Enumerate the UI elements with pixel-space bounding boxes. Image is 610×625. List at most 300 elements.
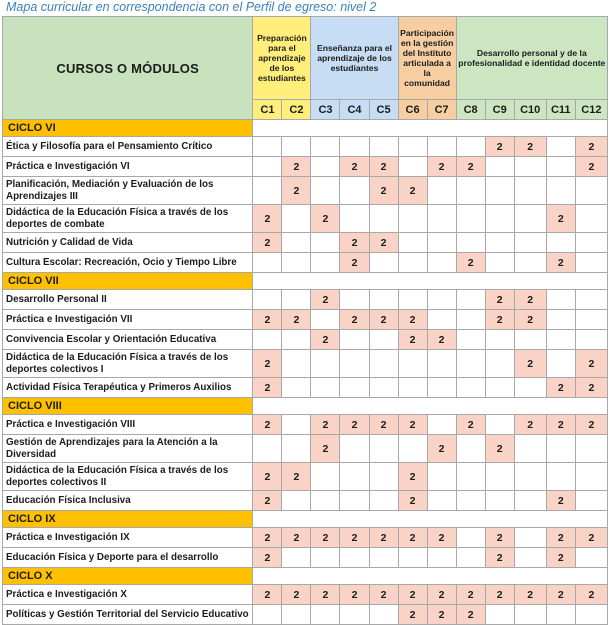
level-cell-c3: 2 (311, 330, 340, 350)
level-cell-c9 (485, 233, 514, 253)
level-cell-c2: 2 (282, 177, 311, 205)
level-cell-c5 (369, 548, 398, 568)
course-row (3, 233, 608, 253)
level-cell-c8: 2 (456, 415, 485, 435)
level-cell-c5: 2 (369, 177, 398, 205)
level-cell-c4 (340, 137, 369, 157)
level-cell-c12 (575, 491, 607, 511)
level-cell-c8 (456, 177, 485, 205)
level-cell-c8: 2 (456, 253, 485, 273)
level-cell-c6: 2 (398, 415, 427, 435)
level-cell-c2 (282, 415, 311, 435)
level-cell-c7 (427, 463, 456, 491)
cycle-label: CICLO VIII (3, 398, 253, 415)
level-cell-c2 (282, 491, 311, 511)
level-cell-c6 (398, 253, 427, 273)
level-cell-c2 (282, 350, 311, 378)
level-cell-c7 (427, 233, 456, 253)
level-cell-c8 (456, 435, 485, 463)
level-cell-c2 (282, 330, 311, 350)
level-cell-c9 (485, 463, 514, 491)
level-cell-c6: 2 (398, 463, 427, 491)
level-cell-c3: 2 (311, 290, 340, 310)
cycle-fill (253, 511, 608, 528)
level-cell-c12 (575, 330, 607, 350)
level-cell-c3 (311, 137, 340, 157)
level-cell-c1: 2 (253, 378, 282, 398)
level-cell-c7 (427, 253, 456, 273)
competency-code-c8: C8 (456, 100, 485, 120)
level-cell-c5 (369, 253, 398, 273)
competency-code-c2: C2 (282, 100, 311, 120)
level-cell-c7: 2 (427, 585, 456, 605)
page-title: Mapa curricular en correspondencia con el Perfil de egreso: nivel 2 (6, 0, 377, 14)
level-cell-c6 (398, 205, 427, 233)
level-cell-c11 (546, 435, 575, 463)
course-name: Desarrollo Personal II (3, 290, 253, 310)
level-cell-c11 (546, 233, 575, 253)
course-row (3, 463, 608, 491)
level-cell-c3 (311, 378, 340, 398)
level-cell-c9: 2 (485, 310, 514, 330)
level-cell-c5 (369, 290, 398, 310)
level-cell-c4 (340, 330, 369, 350)
level-cell-c7 (427, 548, 456, 568)
level-cell-c9 (485, 378, 514, 398)
level-cell-c4: 2 (340, 233, 369, 253)
cycle-fill (253, 120, 608, 137)
course-name: Planificación, Mediación y Evaluación de los Aprendizajes III (3, 177, 253, 205)
course-row (3, 137, 608, 157)
level-cell-c7: 2 (427, 605, 456, 625)
competency-code-c11: C11 (546, 100, 575, 120)
level-cell-c3: 2 (311, 415, 340, 435)
level-cell-c10: 2 (514, 137, 546, 157)
curriculum-map-table (2, 16, 608, 625)
level-cell-c11 (546, 290, 575, 310)
competency-code-c5: C5 (369, 100, 398, 120)
level-cell-c11 (546, 177, 575, 205)
level-cell-c12 (575, 205, 607, 233)
level-cell-c12 (575, 310, 607, 330)
level-cell-c7 (427, 350, 456, 378)
level-cell-c12 (575, 435, 607, 463)
level-cell-c9 (485, 177, 514, 205)
level-cell-c1: 2 (253, 205, 282, 233)
course-name: Políticas y Gestión Territorial del Servicio Educativo (3, 605, 253, 625)
level-cell-c2: 2 (282, 528, 311, 548)
level-cell-c5: 2 (369, 415, 398, 435)
level-cell-c10 (514, 378, 546, 398)
level-cell-c7 (427, 310, 456, 330)
level-cell-c6: 2 (398, 310, 427, 330)
level-cell-c8 (456, 463, 485, 491)
level-cell-c8: 2 (456, 157, 485, 177)
level-cell-c11: 2 (546, 528, 575, 548)
level-cell-c10 (514, 605, 546, 625)
level-cell-c1 (253, 137, 282, 157)
level-cell-c1 (253, 177, 282, 205)
level-cell-c1: 2 (253, 233, 282, 253)
level-cell-c8 (456, 330, 485, 350)
cycle-label: CICLO VI (3, 120, 253, 137)
level-cell-c4: 2 (340, 585, 369, 605)
level-cell-c7: 2 (427, 435, 456, 463)
level-cell-c1 (253, 253, 282, 273)
level-cell-c11: 2 (546, 253, 575, 273)
level-cell-c5: 2 (369, 585, 398, 605)
level-cell-c8 (456, 378, 485, 398)
level-cell-c3: 2 (311, 528, 340, 548)
level-cell-c2: 2 (282, 310, 311, 330)
level-cell-c8: 2 (456, 585, 485, 605)
level-cell-c7: 2 (427, 528, 456, 548)
level-cell-c9: 2 (485, 528, 514, 548)
level-cell-c6: 2 (398, 491, 427, 511)
course-name: Ética y Filosofía para el Pensamiento Crítico (3, 137, 253, 157)
course-row (3, 415, 608, 435)
level-cell-c4: 2 (340, 310, 369, 330)
level-cell-c7 (427, 137, 456, 157)
level-cell-c7 (427, 205, 456, 233)
level-cell-c9 (485, 205, 514, 233)
level-cell-c8 (456, 528, 485, 548)
competency-code-c1: C1 (253, 100, 282, 120)
level-cell-c1: 2 (253, 491, 282, 511)
level-cell-c4 (340, 605, 369, 625)
cycle-fill (253, 273, 608, 290)
level-cell-c5 (369, 378, 398, 398)
level-cell-c12: 2 (575, 378, 607, 398)
course-name: Didáctica de la Educación Física a través de los deportes colectivos II (3, 463, 253, 491)
group-header-participacion: Participación en la gestión del Instituto articulada a la comunidad (398, 17, 456, 100)
level-cell-c9 (485, 491, 514, 511)
level-cell-c9: 2 (485, 435, 514, 463)
level-cell-c9: 2 (485, 137, 514, 157)
level-cell-c10 (514, 548, 546, 568)
level-cell-c10 (514, 528, 546, 548)
level-cell-c10 (514, 253, 546, 273)
level-cell-c9 (485, 605, 514, 625)
level-cell-c10 (514, 435, 546, 463)
level-cell-c4 (340, 435, 369, 463)
level-cell-c3 (311, 491, 340, 511)
level-cell-c11 (546, 310, 575, 330)
level-cell-c5: 2 (369, 310, 398, 330)
level-cell-c6 (398, 233, 427, 253)
course-name: Didáctica de la Educación Física a través de los deportes de combate (3, 205, 253, 233)
level-cell-c6 (398, 290, 427, 310)
cycle-fill (253, 398, 608, 415)
level-cell-c5 (369, 605, 398, 625)
level-cell-c11: 2 (546, 378, 575, 398)
level-cell-c2 (282, 378, 311, 398)
level-cell-c1 (253, 330, 282, 350)
level-cell-c8 (456, 350, 485, 378)
cycle-label: CICLO VII (3, 273, 253, 290)
course-name: Práctica e Investigación VII (3, 310, 253, 330)
level-cell-c3 (311, 605, 340, 625)
course-row (3, 253, 608, 273)
level-cell-c12 (575, 253, 607, 273)
level-cell-c4 (340, 463, 369, 491)
level-cell-c3 (311, 177, 340, 205)
course-name: Actividad Física Terapéutica y Primeros Auxilios (3, 378, 253, 398)
level-cell-c11 (546, 137, 575, 157)
cycle-row (3, 568, 608, 585)
level-cell-c12: 2 (575, 157, 607, 177)
cycle-row (3, 511, 608, 528)
level-cell-c7 (427, 290, 456, 310)
level-cell-c11 (546, 605, 575, 625)
level-cell-c7 (427, 415, 456, 435)
level-cell-c6: 2 (398, 177, 427, 205)
level-cell-c12 (575, 548, 607, 568)
level-cell-c9 (485, 253, 514, 273)
level-cell-c2: 2 (282, 157, 311, 177)
level-cell-c1: 2 (253, 585, 282, 605)
level-cell-c1: 2 (253, 528, 282, 548)
level-cell-c7: 2 (427, 157, 456, 177)
course-row (3, 157, 608, 177)
course-name: Educación Física Inclusiva (3, 491, 253, 511)
cycle-row (3, 398, 608, 415)
level-cell-c2: 2 (282, 585, 311, 605)
level-cell-c8 (456, 137, 485, 157)
level-cell-c11 (546, 157, 575, 177)
level-cell-c7 (427, 378, 456, 398)
level-cell-c2: 2 (282, 463, 311, 491)
level-cell-c6 (398, 435, 427, 463)
level-cell-c8: 2 (456, 605, 485, 625)
course-name: Práctica e Investigación VI (3, 157, 253, 177)
level-cell-c11: 2 (546, 205, 575, 233)
level-cell-c3: 2 (311, 435, 340, 463)
cycle-row (3, 120, 608, 137)
level-cell-c5: 2 (369, 528, 398, 548)
level-cell-c2 (282, 290, 311, 310)
curriculum-body (3, 120, 608, 625)
level-cell-c5 (369, 435, 398, 463)
level-cell-c4: 2 (340, 253, 369, 273)
level-cell-c4: 2 (340, 528, 369, 548)
level-cell-c4 (340, 548, 369, 568)
level-cell-c8 (456, 548, 485, 568)
level-cell-c2 (282, 253, 311, 273)
level-cell-c8 (456, 491, 485, 511)
level-cell-c11: 2 (546, 585, 575, 605)
level-cell-c10 (514, 491, 546, 511)
course-name: Gestión de Aprendizajes para la Atención a la Diversidad (3, 435, 253, 463)
level-cell-c2 (282, 205, 311, 233)
level-cell-c4: 2 (340, 157, 369, 177)
level-cell-c4 (340, 378, 369, 398)
level-cell-c9 (485, 157, 514, 177)
course-row (3, 350, 608, 378)
level-cell-c6 (398, 350, 427, 378)
level-cell-c3 (311, 233, 340, 253)
cycle-fill (253, 568, 608, 585)
level-cell-c4: 2 (340, 415, 369, 435)
level-cell-c10 (514, 177, 546, 205)
level-cell-c1 (253, 157, 282, 177)
competency-code-c9: C9 (485, 100, 514, 120)
course-row (3, 548, 608, 568)
level-cell-c8 (456, 205, 485, 233)
level-cell-c12 (575, 463, 607, 491)
level-cell-c12: 2 (575, 528, 607, 548)
level-cell-c12: 2 (575, 137, 607, 157)
level-cell-c1 (253, 435, 282, 463)
level-cell-c11: 2 (546, 415, 575, 435)
level-cell-c11 (546, 463, 575, 491)
level-cell-c2 (282, 233, 311, 253)
level-cell-c1 (253, 290, 282, 310)
level-cell-c1 (253, 605, 282, 625)
course-name: Convivencia Escolar y Orientación Educativa (3, 330, 253, 350)
level-cell-c1: 2 (253, 548, 282, 568)
level-cell-c7 (427, 177, 456, 205)
level-cell-c11 (546, 350, 575, 378)
level-cell-c3 (311, 157, 340, 177)
group-header-desarrollo: Desarrollo personal y de la profesionalidad e identidad docente (456, 17, 607, 100)
level-cell-c9: 2 (485, 585, 514, 605)
competency-code-c7: C7 (427, 100, 456, 120)
level-cell-c10 (514, 157, 546, 177)
level-cell-c10 (514, 205, 546, 233)
competency-code-c3: C3 (311, 100, 340, 120)
level-cell-c7 (427, 491, 456, 511)
course-name: Nutrición y Calidad de Vida (3, 233, 253, 253)
level-cell-c5 (369, 137, 398, 157)
level-cell-c9: 2 (485, 290, 514, 310)
level-cell-c6: 2 (398, 605, 427, 625)
level-cell-c4 (340, 177, 369, 205)
competency-code-c12: C12 (575, 100, 607, 120)
course-row (3, 330, 608, 350)
level-cell-c3 (311, 548, 340, 568)
level-cell-c9 (485, 415, 514, 435)
courses-header: CURSOS O MÓDULOS (3, 17, 253, 120)
level-cell-c6 (398, 137, 427, 157)
competency-code-c10: C10 (514, 100, 546, 120)
level-cell-c3 (311, 310, 340, 330)
level-cell-c10: 2 (514, 415, 546, 435)
level-cell-c10: 2 (514, 585, 546, 605)
level-cell-c2 (282, 605, 311, 625)
level-cell-c2 (282, 137, 311, 157)
level-cell-c4 (340, 491, 369, 511)
level-cell-c10: 2 (514, 310, 546, 330)
level-cell-c1: 2 (253, 350, 282, 378)
level-cell-c9: 2 (485, 548, 514, 568)
level-cell-c4 (340, 205, 369, 233)
course-name: Práctica e Investigación X (3, 585, 253, 605)
competency-code-c6: C6 (398, 100, 427, 120)
level-cell-c4 (340, 350, 369, 378)
level-cell-c1: 2 (253, 463, 282, 491)
course-row (3, 605, 608, 625)
course-name: Práctica e Investigación VIII (3, 415, 253, 435)
course-row (3, 205, 608, 233)
level-cell-c3 (311, 350, 340, 378)
level-cell-c6 (398, 548, 427, 568)
level-cell-c2 (282, 548, 311, 568)
level-cell-c10 (514, 330, 546, 350)
level-cell-c3 (311, 253, 340, 273)
level-cell-c9 (485, 350, 514, 378)
level-cell-c4 (340, 290, 369, 310)
course-row (3, 378, 608, 398)
level-cell-c10: 2 (514, 350, 546, 378)
level-cell-c7: 2 (427, 330, 456, 350)
cycle-row (3, 273, 608, 290)
level-cell-c11 (546, 330, 575, 350)
course-row (3, 177, 608, 205)
level-cell-c6: 2 (398, 330, 427, 350)
level-cell-c8 (456, 233, 485, 253)
level-cell-c12 (575, 290, 607, 310)
level-cell-c3: 2 (311, 585, 340, 605)
group-header-ensenanza: Enseñanza para el aprendizaje de los estudiantes (311, 17, 398, 100)
level-cell-c12 (575, 233, 607, 253)
level-cell-c12: 2 (575, 415, 607, 435)
course-row (3, 310, 608, 330)
level-cell-c8 (456, 310, 485, 330)
course-row (3, 435, 608, 463)
level-cell-c9 (485, 330, 514, 350)
level-cell-c10: 2 (514, 290, 546, 310)
competency-code-c4: C4 (340, 100, 369, 120)
course-name: Didáctica de la Educación Física a través de los deportes colectivos I (3, 350, 253, 378)
level-cell-c6 (398, 378, 427, 398)
course-row (3, 491, 608, 511)
level-cell-c12: 2 (575, 585, 607, 605)
level-cell-c12: 2 (575, 350, 607, 378)
level-cell-c5: 2 (369, 233, 398, 253)
level-cell-c6 (398, 157, 427, 177)
level-cell-c1: 2 (253, 310, 282, 330)
level-cell-c5 (369, 463, 398, 491)
level-cell-c1: 2 (253, 415, 282, 435)
level-cell-c3 (311, 463, 340, 491)
course-name: Práctica e Investigación IX (3, 528, 253, 548)
level-cell-c5 (369, 205, 398, 233)
course-row (3, 528, 608, 548)
level-cell-c10 (514, 463, 546, 491)
level-cell-c12 (575, 605, 607, 625)
level-cell-c6: 2 (398, 528, 427, 548)
header-group-row (3, 17, 608, 100)
level-cell-c5 (369, 350, 398, 378)
course-name: Cultura Escolar: Recreación, Ocio y Tiempo Libre (3, 253, 253, 273)
course-name: Educación Física y Deporte para el desarrollo (3, 548, 253, 568)
level-cell-c12 (575, 177, 607, 205)
level-cell-c2 (282, 435, 311, 463)
level-cell-c3: 2 (311, 205, 340, 233)
level-cell-c10 (514, 233, 546, 253)
level-cell-c5 (369, 491, 398, 511)
level-cell-c11: 2 (546, 491, 575, 511)
course-row (3, 290, 608, 310)
level-cell-c8 (456, 290, 485, 310)
level-cell-c6: 2 (398, 585, 427, 605)
level-cell-c11: 2 (546, 548, 575, 568)
cycle-label: CICLO X (3, 568, 253, 585)
level-cell-c5: 2 (369, 157, 398, 177)
cycle-label: CICLO IX (3, 511, 253, 528)
group-header-preparacion: Preparación para el aprendizaje de los estudiantes (253, 17, 311, 100)
